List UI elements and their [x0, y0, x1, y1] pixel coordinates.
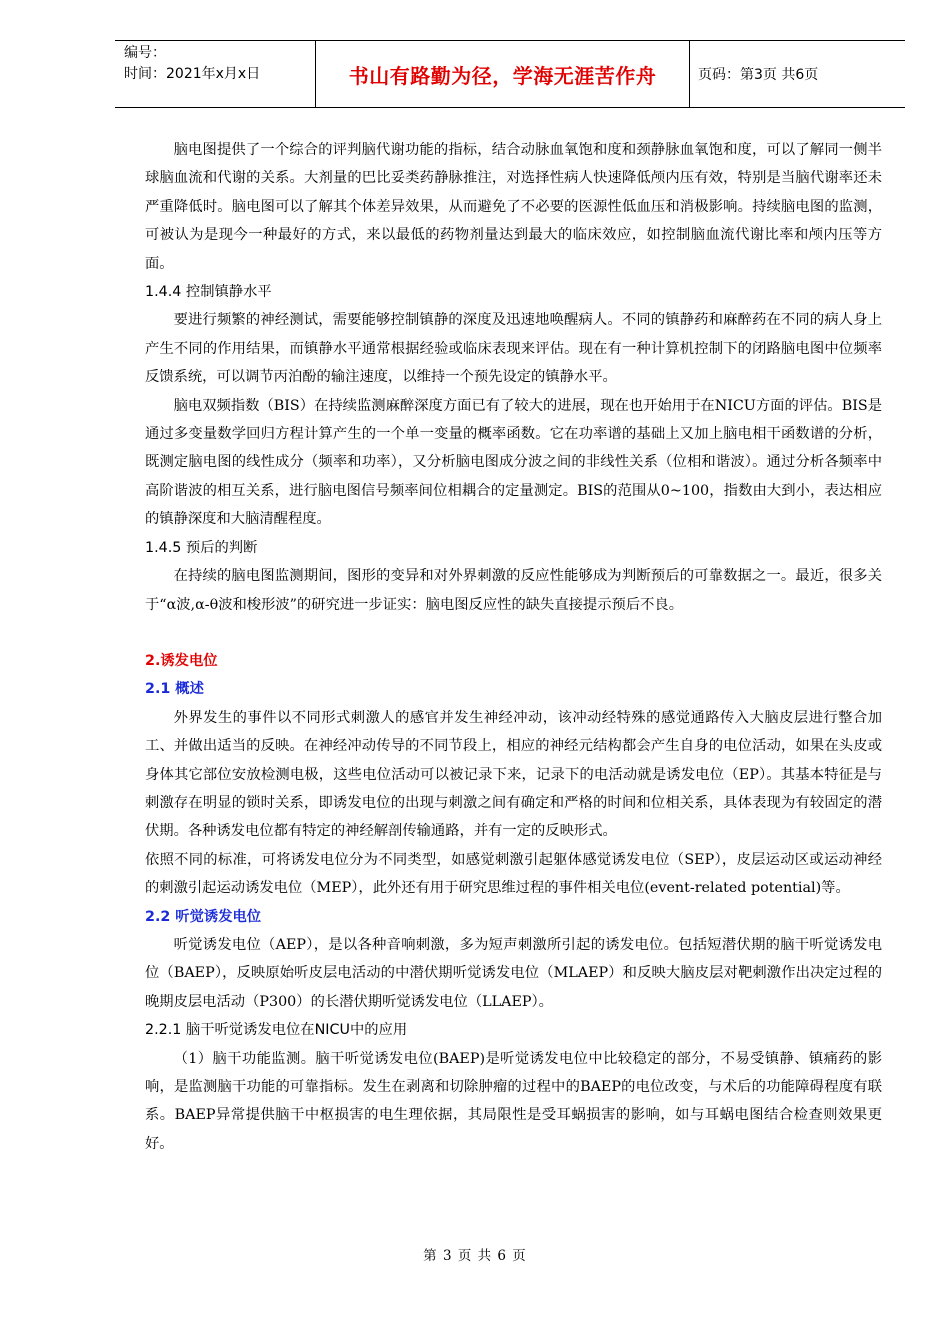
paragraph-bis: 脑电双频指数（BIS）在持续监测麻醉深度方面已有了较大的进展，现在也开始用于在NICU方面的评估。BIS是通过多变量数学回归方程计算产生的一个单一变量的概率函数。它在功率谱的基础上又加上脑电相干函数谱的分析，既测定脑电图的线性成分（频率和功率），又分析脑电图成分波之间的非线性关系（位相和谐波）。通过分析各频率中高阶谐波的相互关系，进行脑电图信号频率间位相耦合的定量测定。BIS的范围从0~100，指数由大到小，表达相应的镇静深度和大脑清醒程度。: [145, 397, 882, 528]
page-footer: 第 3 页 共 6 页: [423, 1248, 527, 1264]
paragraph-aep: 听觉诱发电位（AEP），是以各种音响刺激，多为短声刺激所引起的诱发电位。包括短潜伏期的脑干听觉诱发电位（BAEP），反映原始听皮层电活动的中潜伏期听觉诱发电位（MLAEP）和反映大脑皮层对靶刺激作出决定过程的晚期皮层电活动（P300）的长潜伏期听觉诱发电位（LLAEP）。: [145, 936, 882, 1010]
page-header: [115, 40, 905, 108]
heading-2-2-aep: 2.2 听觉诱发电位: [145, 908, 262, 925]
heading-2-2-1: 2.2.1 脑干听觉诱发电位在NICU中的应用: [145, 1022, 408, 1039]
heading-2-evoked-potential: 2.诱发电位: [145, 652, 218, 669]
header-slogan: 书山有路勤为径，学海无涯苦作舟: [316, 41, 690, 107]
header-page-number: 页码：第3页 共6页: [698, 67, 819, 83]
heading-2-1-overview: 2.1 概述: [145, 681, 204, 698]
paragraph-baep-monitoring: （1）脑干功能监测。脑干听觉诱发电位(BAEP)是听觉诱发电位中比较稳定的部分，不易受镇静、镇痛药的影响，是监测脑干功能的可靠指标。发生在剥离和切除肿瘤的过程中的BAEP的电位改变，与术后的功能障碍程度有联系。BAEP异常提供脑干中枢损害的电生理依据，其局限性是受耳蜗损害的影响，如与耳蜗电图结合检查则效果更好。: [145, 1050, 882, 1152]
paragraph-sedation-control: 要进行频繁的神经测试，需要能够控制镇静的深度及迅速地唤醒病人。不同的镇静药和麻醉药在不同的病人身上产生不同的作用结果，而镇静水平通常根据经验或临床表现来评估。现在有一种计算机控制下的闭路脑电图中位频率反馈系统，可以调节丙泊酚的输注速度，以维持一个预先设定的镇静水平。: [145, 312, 882, 386]
paragraph-eeg-metabolism: 脑电图提供了一个综合的评判脑代谢功能的指标，结合动脉血氧饱和度和颈静脉血氧饱和度，可以了解同一侧半球脑血流和代谢的关系。大剂量的巴比妥类药静脉推注，对选择性病人快速降低颅内压有效，特别是当脑代谢率还未严重降低时。脑电图可以了解其个体差异效果，从而避免了不必要的医源性低血压和消极影响。持续脑电图的监测，可被认为是现今一种最好的方式，来以最低的药物剂量达到最大的临床效应，如控制脑血流代谢比率和颅内压等方面。: [145, 142, 882, 272]
doc-time-label: 时间：2021年x月x日: [124, 66, 261, 82]
heading-1-4-4: 1.4.4 控制镇静水平: [145, 284, 272, 301]
paragraph-prognosis: 在持续的脑电图监测期间，图形的变异和对外界刺激的反应性能够成为判断预后的可靠数据之一。最近，很多关于“α波,α-θ波和梭形波”的研究进一步证实：脑电图反应性的缺失直接提示预后不良。: [145, 568, 882, 613]
doc-number-label: 编号：: [124, 45, 166, 61]
header-meta: [115, 41, 316, 107]
document-body: [145, 136, 882, 1158]
paragraph-ep-definition: 外界发生的事件以不同形式刺激人的感官并发生神经冲动，该冲动经特殊的感觉通路传入大脑皮层进行整合加工、并做出适当的反映。在神经冲动传导的不同节段上，相应的神经元结构都会产生自身的电位活动，如果在头皮或身体其它部位安放检测电极，这些电位活动可以被记录下来，记录下的电活动就是诱发电位（EP）。其基本特征是与刺激存在明显的锁时关系，即诱发电位的出现与刺激之间有确定和严格的时间和位相关系，具体表现为有较固定的潜伏期。各种诱发电位都有特定的神经解剖传输通路，并有一定的反映形式。: [145, 709, 882, 840]
paragraph-ep-types: 依照不同的标准，可将诱发电位分为不同类型，如感觉刺激引起躯体感觉诱发电位（SEP），皮层运动区或运动神经的刺激引起运动诱发电位（MEP），此外还有用于研究思维过程的事件相关电位(event-related potential)等。: [145, 851, 882, 897]
heading-1-4-5: 1.4.5 预后的判断: [145, 539, 258, 556]
